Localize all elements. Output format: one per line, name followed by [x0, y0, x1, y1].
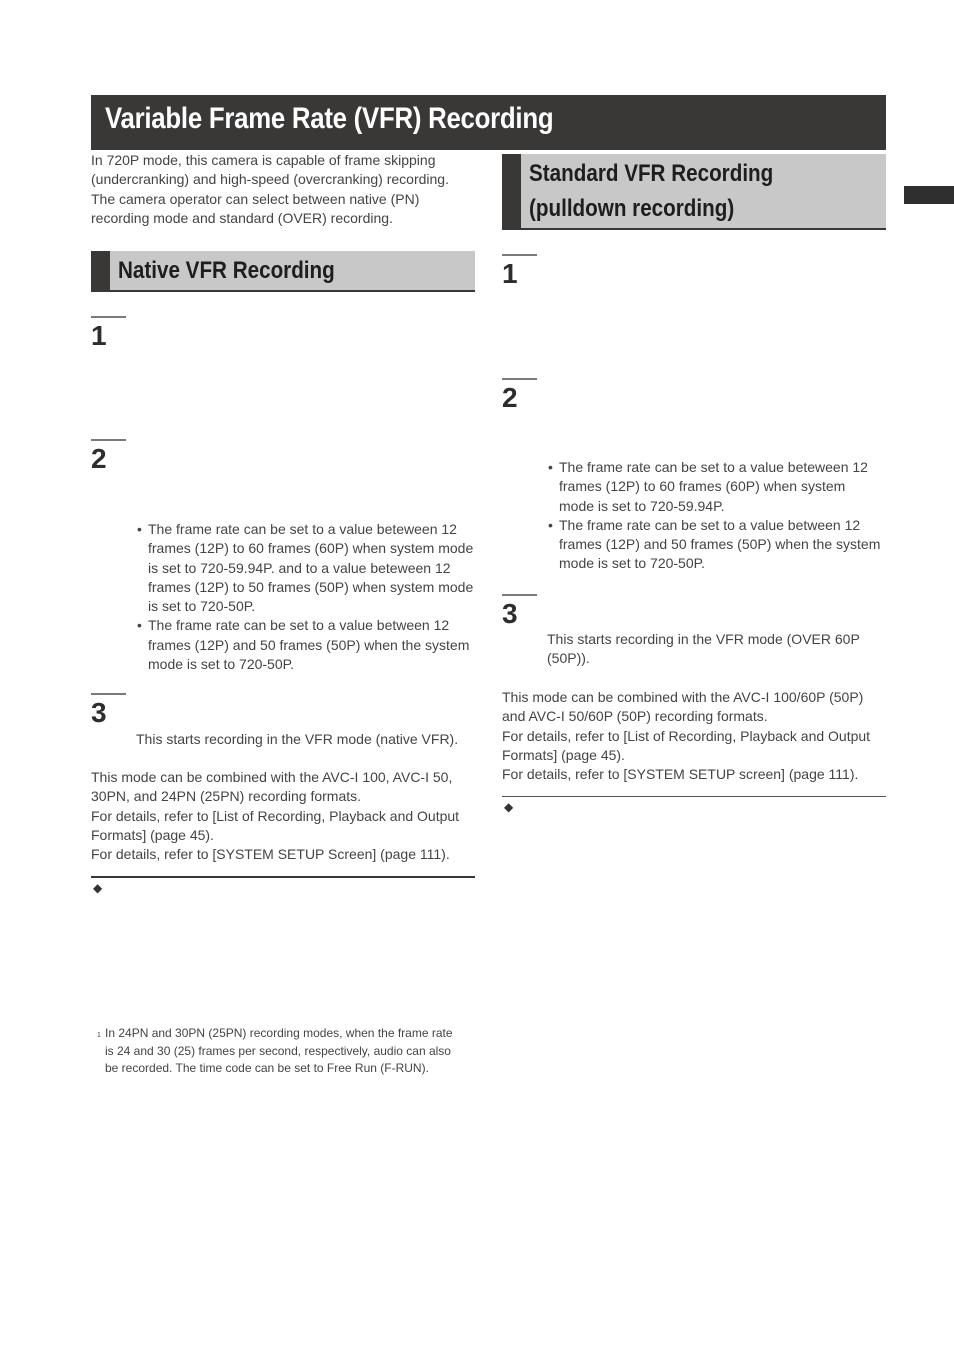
native-vfr-title: Native VFR Recording — [118, 257, 335, 284]
native-step-3 — [91, 693, 126, 728]
step-number: 2 — [502, 382, 518, 413]
standard-bullet-list — [548, 458, 883, 574]
standard-note-2: For details, refer to [List of Recording, Playback and Output Formats] (page 45). — [502, 727, 871, 763]
step-number: 1 — [91, 320, 107, 351]
native-bullet-2: • The frame rate can be set to a value between 12 frames (12P) and 50 frames (50P) when the system mode is set to 720-50P. — [137, 616, 477, 674]
standard-step-2 — [502, 378, 537, 413]
page-title: Variable Frame Rate (VFR) Recording — [105, 102, 554, 135]
native-step-2 — [91, 439, 126, 474]
step-number: 2 — [91, 443, 107, 474]
standard-bullet-1: • The frame rate can be set to a value beteween 12 frames (12P) to 60 frames (60P) when system mode is set to 720-59.94P. — [548, 458, 883, 516]
standard-note-3: For details, refer to [SYSTEM SETUP screen] (page 111). — [502, 766, 859, 783]
native-footnote — [97, 1025, 459, 1078]
native-divider — [91, 876, 475, 878]
standard-vfr-title-line1: Standard VFR Recording — [529, 160, 774, 187]
footnote-mark: 1 — [97, 1032, 101, 1039]
standard-step-1 — [502, 254, 537, 289]
standard-divider — [502, 796, 886, 797]
step-number: 3 — [502, 598, 518, 629]
native-step-1 — [91, 316, 126, 351]
standard-step-3-text: This starts recording in the VFR mode (OVER 60P (50P)). — [547, 631, 860, 667]
standard-bullet-2: • The frame rate can be set to a value between 12 frames (12P) and 50 frames (50P) when the system mode is set to 720-50P. — [548, 516, 883, 574]
page-title-bar — [91, 95, 886, 150]
native-note-1: This mode can be combined with the AVC-I 100, AVC-I 50, 30PN, and 24PN (25PN) recording formats. — [91, 769, 453, 805]
native-note-3: For details, refer to [SYSTEM SETUP Screen] (page 111). — [91, 846, 450, 863]
standard-step-3 — [502, 594, 537, 629]
step-number: 3 — [91, 697, 107, 728]
chapter-tab — [904, 186, 954, 204]
native-note-2: For details, refer to [List of Recording, Playback and Output Formats] (page 45). — [91, 807, 460, 843]
diamond-icon: ◆ — [504, 800, 514, 814]
standard-vfr-heading — [502, 154, 886, 230]
native-vfr-heading — [91, 251, 475, 292]
diamond-icon: ◆ — [93, 881, 103, 895]
native-bullet-list — [137, 520, 477, 674]
footnote-text: In 24PN and 30PN (25PN) recording modes, when the frame rate is 24 and 30 (25) frames per second, respectively, audio can also be recorded. The time code can be set to Free Run (F-RUN). — [105, 1026, 453, 1076]
standard-vfr-title-line2: (pulldown recording) — [529, 195, 735, 222]
heading-accent-bar — [91, 251, 110, 290]
heading-accent-bar — [502, 154, 521, 228]
native-step-3-text: This starts recording in the VFR mode (native VFR). — [136, 731, 459, 747]
native-bullet-1: • The frame rate can be set to a value beteween 12 frames (12P) to 60 frames (60P) when system mode is set to 720-59.94P. and to a value beteween 12 frames (12P) to 50 frames (50P) when system mode is set to 720-50P. — [137, 520, 477, 616]
standard-note-1: This mode can be combined with the AVC-I 100/60P (50P) and AVC-I 50/60P (50P) recording formats. — [502, 689, 864, 725]
standard-notes — [502, 688, 888, 784]
step-number: 1 — [502, 258, 518, 289]
native-notes — [91, 768, 476, 864]
intro-text: In 720P mode, this camera is capable of frame skipping (undercranking) and high-speed (overcranking) recording. The camera operator can select between native (PN) recording mode and standard (OVER) recording. — [91, 152, 449, 226]
